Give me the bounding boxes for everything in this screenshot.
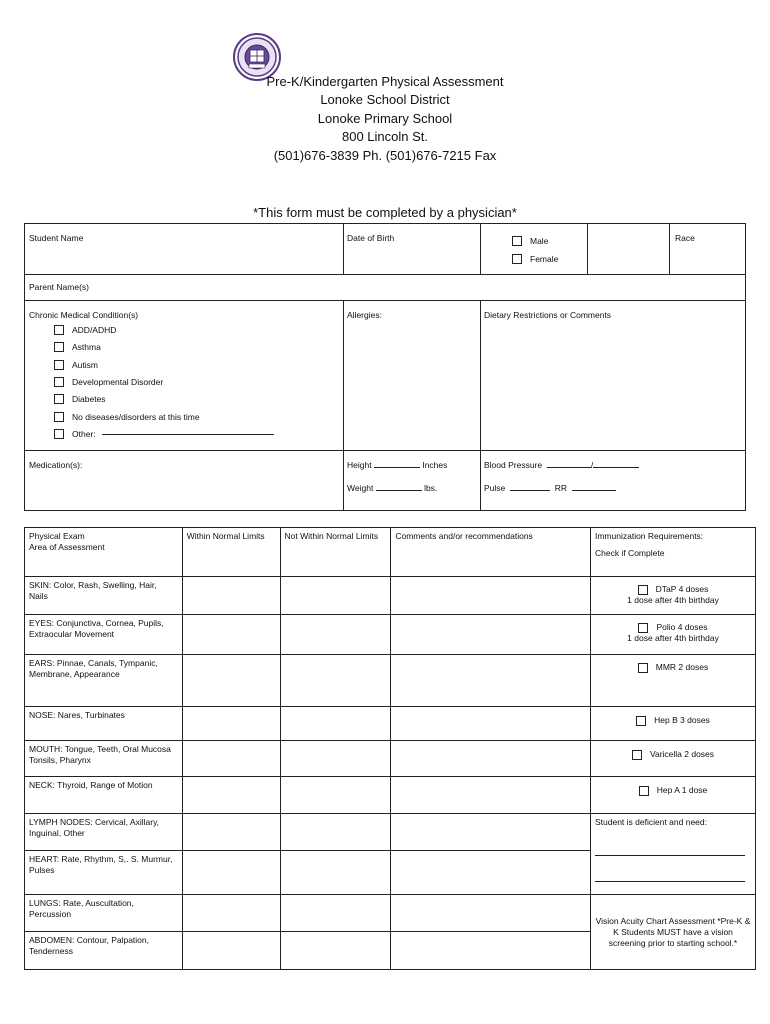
- table-row: [25, 577, 756, 615]
- exam-header-row: [25, 528, 756, 577]
- exam-area: MOUTH: Tongue, Teeth, Oral Mucosa Tonsils, Pharynx: [25, 741, 183, 777]
- imm-name: MMR 2 doses: [655, 662, 709, 672]
- table-row: [25, 895, 756, 932]
- not-within-cell[interactable]: [280, 932, 391, 970]
- chronic-label: Chronic Medical Condition(s): [29, 310, 139, 320]
- bp-systolic-blank[interactable]: [547, 467, 591, 468]
- exam-area: EYES: Conjunctiva, Cornea, Pupils, Extraocular Movement: [25, 615, 183, 655]
- height-row: [347, 460, 447, 471]
- immunization-cell: [590, 777, 755, 814]
- area-header: [25, 528, 183, 577]
- school-name: Lonoke Primary School: [317, 111, 453, 126]
- within-cell[interactable]: [182, 814, 280, 851]
- within-cell[interactable]: [182, 577, 280, 615]
- weight-blank[interactable]: [376, 490, 422, 491]
- comments-cell[interactable]: [391, 932, 591, 970]
- exam-area: NECK: Thyroid, Range of Motion: [25, 777, 183, 814]
- immunization-cell: [590, 577, 755, 615]
- not-within-cell[interactable]: [280, 615, 391, 655]
- exam-area: NOSE: Nares, Turbinates: [25, 707, 183, 741]
- condition-label: Autism: [72, 360, 98, 370]
- vision-cell: Vision Acuity Chart Assessment *Pre-K & K Students MUST have a vision screening prior to starting school.*: [590, 895, 755, 970]
- exam-area: SKIN: Color, Rash, Swelling, Hair, Nails: [25, 577, 183, 615]
- female-option[interactable]: [512, 253, 558, 265]
- exam-area: EARS: Pinnae, Canals, Tympanic, Membrane, Appearance: [25, 655, 183, 707]
- exam-area: LYMPH NODES: Cervical, Axillary, Inguinal, Other: [25, 814, 183, 851]
- within-cell[interactable]: [182, 895, 280, 932]
- comments-header: Comments and/or recommendations: [391, 528, 591, 577]
- table-row: [25, 655, 756, 707]
- condition-option[interactable]: [54, 341, 101, 353]
- imm-checkbox[interactable]: [638, 663, 648, 673]
- immunization-cell: [590, 707, 755, 741]
- not-within-cell[interactable]: [280, 777, 391, 814]
- within-cell[interactable]: [182, 851, 280, 895]
- immunization-header: [590, 528, 755, 577]
- student-info-table: [24, 223, 746, 511]
- condition-option[interactable]: [54, 411, 200, 423]
- within-cell[interactable]: [182, 615, 280, 655]
- pulse-blank[interactable]: [510, 490, 550, 491]
- imm-checkbox[interactable]: [636, 716, 646, 726]
- bp-row: Blood Pressure /: [484, 460, 639, 471]
- weight-label: Weight: [347, 483, 374, 493]
- imm-sub-note: 1 dose after 4th birthday: [627, 595, 719, 605]
- not-within-cell[interactable]: [280, 655, 391, 707]
- male-label: Male: [530, 236, 549, 246]
- form-title: Pre-K/Kindergarten Physical Assessment: [266, 74, 504, 89]
- deficient-blank[interactable]: [595, 844, 745, 856]
- condition-checkbox[interactable]: [54, 342, 64, 352]
- not-within-cell[interactable]: [280, 851, 391, 895]
- within-cell[interactable]: [182, 655, 280, 707]
- imm-name: Polio 4 doses: [656, 622, 708, 632]
- condition-checkbox[interactable]: [54, 360, 64, 370]
- dietary-label: Dietary Restrictions or Comments: [484, 310, 612, 320]
- immunization-cell: [590, 615, 755, 655]
- male-option[interactable]: [512, 235, 548, 247]
- medications-label: Medication(s):: [29, 460, 83, 470]
- condition-option[interactable]: [54, 393, 106, 405]
- comments-cell[interactable]: [391, 707, 591, 741]
- not-within-cell[interactable]: [280, 741, 391, 777]
- rr-blank[interactable]: [572, 490, 616, 491]
- imm-name: Hep A 1 dose: [656, 785, 708, 795]
- condition-label: ADD/ADHD: [72, 325, 117, 335]
- comments-cell[interactable]: [391, 577, 591, 615]
- comments-cell[interactable]: [391, 615, 591, 655]
- condition-label: Asthma: [72, 342, 101, 352]
- condition-option[interactable]: [54, 376, 163, 388]
- lbs-label: lbs.: [424, 483, 438, 493]
- phone-fax: (501)676-3839 Ph. (501)676-7215 Fax: [273, 148, 497, 163]
- area-header-line2: Area of Assessment: [29, 542, 105, 552]
- exam-area: ABDOMEN: Contour, Palpation, Tenderness: [25, 932, 183, 970]
- race-label: Race: [675, 233, 695, 243]
- table-row: [25, 814, 756, 851]
- comments-cell[interactable]: [391, 895, 591, 932]
- comments-cell[interactable]: [391, 814, 591, 851]
- exam-area: LUNGS: Rate, Auscultation, Percussion: [25, 895, 183, 932]
- table-row: [25, 707, 756, 741]
- pulse-row: [484, 483, 616, 494]
- condition-label: Other:: [72, 429, 96, 439]
- comments-cell[interactable]: [391, 851, 591, 895]
- school-address: 800 Lincoln St.: [341, 129, 428, 144]
- student-name-label: Student Name: [29, 233, 84, 243]
- not-within-cell[interactable]: [280, 814, 391, 851]
- condition-option[interactable]: [54, 428, 274, 440]
- not-within-header: Not Within Normal Limits: [280, 528, 391, 577]
- allergies-label: Allergies:: [347, 310, 382, 320]
- rr-label: RR: [554, 483, 568, 493]
- imm-checkbox[interactable]: [638, 623, 648, 633]
- not-within-cell[interactable]: [280, 895, 391, 932]
- condition-checkbox[interactable]: [54, 377, 64, 387]
- height-label: Height: [347, 460, 372, 470]
- parent-names-label: Parent Name(s): [29, 282, 89, 292]
- condition-label: No diseases/disorders at this time: [72, 412, 200, 422]
- area-header-line1: Physical Exam: [29, 531, 85, 541]
- imm-sub-note: 1 dose after 4th birthday: [627, 633, 719, 643]
- imm-name: Hep B 3 doses: [654, 715, 710, 725]
- imm-title: Immunization Requirements:: [594, 531, 704, 541]
- condition-checkbox[interactable]: [54, 429, 64, 439]
- condition-option[interactable]: [54, 324, 116, 336]
- condition-label: Developmental Disorder: [72, 377, 164, 387]
- imm-checkbox[interactable]: [638, 585, 648, 595]
- within-cell[interactable]: [182, 932, 280, 970]
- condition-checkbox[interactable]: [54, 325, 64, 335]
- female-label: Female: [530, 254, 559, 264]
- condition-checkbox[interactable]: [54, 412, 64, 422]
- immunization-cell: [590, 655, 755, 707]
- other-blank[interactable]: [102, 434, 274, 435]
- imm-name: Varicella 2 doses: [649, 749, 715, 759]
- district-name: Lonoke School District: [320, 92, 450, 107]
- table-row: [25, 615, 756, 655]
- comments-cell[interactable]: [391, 655, 591, 707]
- imm-name: DTaP 4 doses: [655, 584, 709, 594]
- condition-option[interactable]: [54, 359, 98, 371]
- bp-label: Blood Pressure: [484, 460, 543, 470]
- deficient-cell: [590, 814, 755, 895]
- imm-checkbox[interactable]: [632, 750, 642, 760]
- within-cell[interactable]: [182, 741, 280, 777]
- not-within-cell[interactable]: [280, 707, 391, 741]
- within-header: Within Normal Limits: [182, 528, 280, 577]
- imm-sub: Check if Complete: [594, 548, 665, 558]
- within-cell[interactable]: [182, 707, 280, 741]
- not-within-cell[interactable]: [280, 577, 391, 615]
- deficient-blank[interactable]: [595, 870, 745, 882]
- within-cell[interactable]: [182, 777, 280, 814]
- physical-exam-table: [24, 527, 756, 970]
- female-checkbox[interactable]: [512, 254, 522, 264]
- dob-label: Date of Birth: [347, 233, 395, 243]
- inches-label: Inches: [422, 460, 448, 470]
- deficient-label: Student is deficient and need:: [594, 817, 707, 827]
- table-row: [25, 741, 756, 777]
- comments-cell[interactable]: [391, 741, 591, 777]
- bp-diastolic-blank[interactable]: [593, 467, 639, 468]
- weight-row: [347, 483, 437, 494]
- comments-cell[interactable]: [391, 777, 591, 814]
- physician-note: *This form must be completed by a physician*: [253, 205, 517, 220]
- imm-checkbox[interactable]: [639, 786, 649, 796]
- height-blank[interactable]: [374, 467, 420, 468]
- male-checkbox[interactable]: [512, 236, 522, 246]
- table-row: [25, 777, 756, 814]
- condition-label: Diabetes: [72, 394, 106, 404]
- pulse-label: Pulse: [484, 483, 506, 493]
- condition-checkbox[interactable]: [54, 394, 64, 404]
- exam-area: HEART: Rate, Rhythm, S,. S. Murmur, Pulses: [25, 851, 183, 895]
- immunization-cell: [590, 741, 755, 777]
